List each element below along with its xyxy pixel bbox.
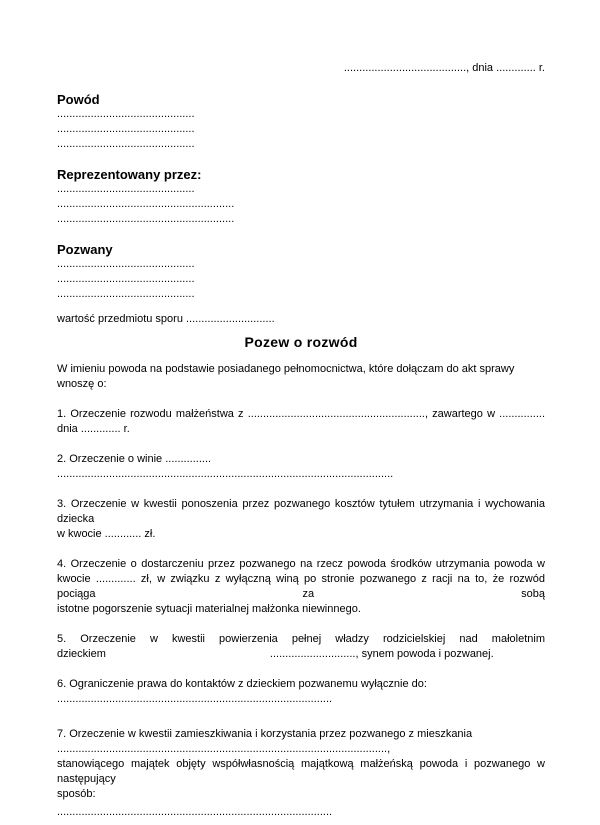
dispute-value-line: wartość przedmiotu sporu ............................. [57,313,275,325]
claim-5-line-1: 5. Orzeczenie w kwestii powierzenia pełnej władzy rodzicielskiej nad małoletnim [57,633,545,645]
defendant-section [57,242,545,302]
claim-7-fill-line-2: .......................................................................................... [57,806,333,818]
claim-2-fill-line: .............................................................................................................. [57,468,394,480]
claim-2 [57,452,545,482]
representative-fill-line-2: .......................................................... [57,198,235,210]
claim-4-line-2: kwocie ............. zł, w związku z wyłączną winą po stronie pozwanego z racji na to, że rozwód pociąga za sobą [57,573,545,600]
claim-7-fill-line-1: ............................................................................................................, [57,743,391,755]
representative-section [57,167,545,227]
date-place-line: ........................................, dnia ............. r. [343,62,545,74]
claim-3-line-2: w kwocie ............ zł. [57,528,156,540]
claim-4-line-1: 4. Orzeczenie o dostarczeniu przez pozwanego na rzecz powoda środków utrzymania powoda w [57,558,545,570]
defendant-fill-line-2: ............................................. [57,273,195,285]
claim-7 [57,727,545,820]
claim-3-line-1: 3. Orzeczenie w kwestii ponoszenia przez pozwanego kosztów tytułem utrzymania i wychowania dziecka [57,498,545,525]
representative-label: Reprezentowany przez: [57,167,202,182]
claim-5 [57,632,545,662]
claim-5-line-2 [57,647,545,662]
claim-7-line-3: stanowiącego majątek objęty współwłasnością majątkową małżeńską powoda i pozwanego w następujący [57,758,545,785]
representative-fill-line-3: .......................................................... [57,213,235,225]
claim-1 [57,407,545,437]
claim-3 [57,497,545,542]
claim-6-line-1: 6. Ograniczenie prawa do kontaktów z dzieckiem pozwanemu wyłącznie do: [57,678,427,690]
document-title: Pozew o rozwód [244,334,358,350]
defendant-label: Pozwany [57,242,113,257]
claim-7-line-4: sposób: [57,788,96,800]
claim-2-line-1: 2. Orzeczenie o winie ............... [57,453,212,465]
defendant-fill-line-1: ............................................. [57,258,195,270]
plaintiff-fill-line-1: ............................................. [57,108,195,120]
plaintiff-section [57,92,545,152]
claim-6-fill-line: .......................................................................................... [57,693,333,705]
claim-6 [57,677,545,707]
plaintiff-fill-line-3: ............................................. [57,138,195,150]
claim-5-line-2-right: ............................, synem powoda i pozwanej. [269,648,494,660]
claim-1-line-2: dnia ............. r. [57,423,130,435]
claim-1-line-1: 1. Orzeczenie rozwodu małżeństwa z .........................................................., zawartego w ............... [57,408,545,420]
claim-5-gap [106,656,270,657]
claim-7-line-1: 7. Orzeczenie w kwestii zamieszkiwania i korzystania przez pozwanego z mieszkania [57,728,473,740]
claim-5-line-2-left: dzieckiem [57,648,106,660]
intro-paragraph: W imieniu powoda na podstawie posiadanego pełnomocnictwa, które dołączam do akt sprawy wnoszę o: [57,363,515,390]
claim-4 [57,557,545,617]
plaintiff-fill-line-2: ............................................. [57,123,195,135]
defendant-fill-line-3: ............................................. [57,288,195,300]
representative-fill-line-1: ............................................. [57,183,195,195]
plaintiff-label: Powód [57,92,100,107]
claim-4-line-3: istotne pogorszenie sytuacji materialnej małżonka niewinnego. [57,603,361,615]
